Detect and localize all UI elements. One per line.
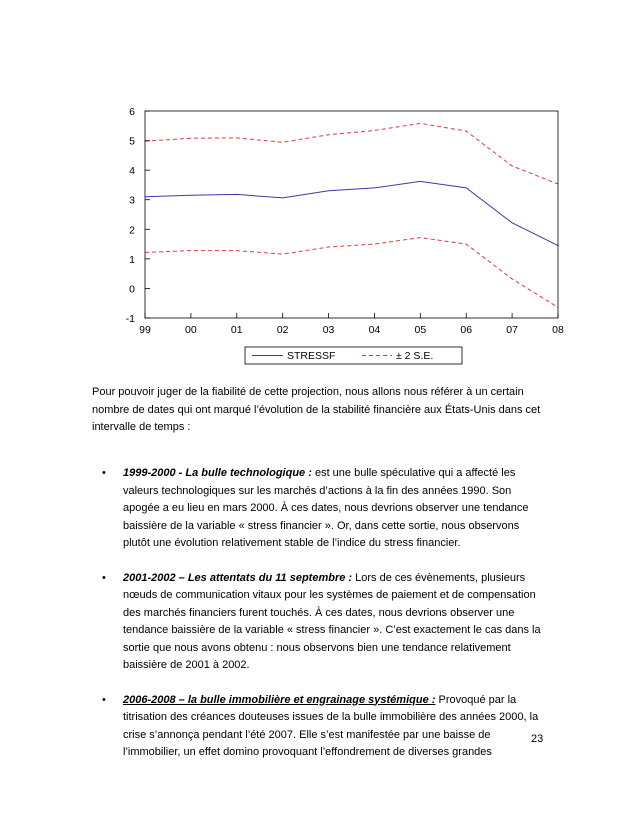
- bullet-heading: 2001-2002 – Les attentats du 11 septembre :: [123, 571, 353, 584]
- x-tick-label: 01: [230, 324, 243, 336]
- y-tick-label: 3: [129, 194, 135, 207]
- bullet-item: [92, 692, 542, 762]
- y-tick-label: 5: [129, 135, 135, 148]
- y-tick-label: 1: [129, 253, 135, 266]
- chart-series: [145, 123, 558, 307]
- bullet-text: Lors de ces évènements, plusieurs nœuds de communication vitaux pour les systèmes de paiement et de compensation des marchés financiers furent touchés. À ces dates, nous devrions observer une tendance baissière de la variable « stress financier ». C’est exactement le cas dans la sortie que nous avons obtenu : nous observons bien une tendance relativement baissière de 2001 à 2002.: [123, 571, 541, 671]
- intro-paragraph: Pour pouvoir juger de la fiabilité de cette projection, nous allons nous référer à un certain nombre de dates qui ont marqué l’évolution de la stabilité financière aux États-Unis dans cet intervalle de temps :: [92, 386, 541, 433]
- bullet-dot-icon: •: [102, 467, 106, 479]
- x-tick-label: 00: [185, 324, 197, 336]
- x-tick-label: 05: [414, 324, 427, 336]
- y-tick-label: 6: [129, 106, 135, 118]
- x-axis-ticks: [139, 313, 564, 336]
- y-tick-label: -1: [125, 313, 135, 325]
- series-line-stressf: [145, 181, 558, 245]
- bullet-text: est une bulle spéculative qui a affecté les valeurs technologiques sur les marchés d’actions à la fin des années 1990. Son apogée a eu lieu en mars 2000. À ces dates, nous devrions observer une tendance baissière de la variable « stress financier ». Or, dans cette sortie, nous observons plutôt une évolution relativement stable de l’indice du stress financier.: [123, 467, 529, 549]
- legend-label-stressf: STRESSF: [287, 350, 336, 362]
- y-tick-label: 0: [129, 283, 135, 296]
- y-tick-label: 2: [129, 224, 135, 237]
- bullet-dot-icon: •: [102, 693, 106, 706]
- bullet-text: Provoqué par la titrisation des créances douteuses issues de la bulle immobilière des années 2000, la crise s’annonça pendant l’été 2007. Elle s’est manifestée par une baisse de l’immobilier, un effet domino provoquant l’effondrement de diverses grandes: [123, 693, 539, 758]
- bullet-item: [92, 465, 542, 553]
- bullet-dot-icon: •: [102, 571, 106, 584]
- legend-label-se: ± 2 S.E.: [396, 350, 434, 362]
- legend: [245, 347, 462, 364]
- bullet-item: [92, 570, 542, 675]
- x-tick-label: 04: [368, 324, 381, 336]
- x-tick-label: 03: [322, 324, 335, 336]
- y-axis-ticks: [126, 106, 150, 325]
- plot-frame: [145, 111, 558, 318]
- y-tick-label: 4: [129, 165, 135, 178]
- x-tick-label: 99: [139, 324, 151, 336]
- x-tick-label: 07: [506, 324, 518, 336]
- bullet-heading: 1999-2000 - La bulle technologique :: [123, 467, 312, 479]
- bullet-list: [92, 465, 542, 779]
- series-line-lower: [145, 238, 558, 308]
- x-tick-label: 06: [460, 324, 473, 336]
- series-line--2-s-e-: [145, 123, 558, 184]
- x-tick-label: 08: [552, 324, 564, 336]
- x-tick-label: 02: [276, 324, 289, 336]
- bullet-heading: 2006-2008 – la bulle immobilière et engrainage systémique :: [123, 693, 436, 706]
- page-number: 23: [531, 733, 544, 745]
- projection-chart: [0, 0, 638, 380]
